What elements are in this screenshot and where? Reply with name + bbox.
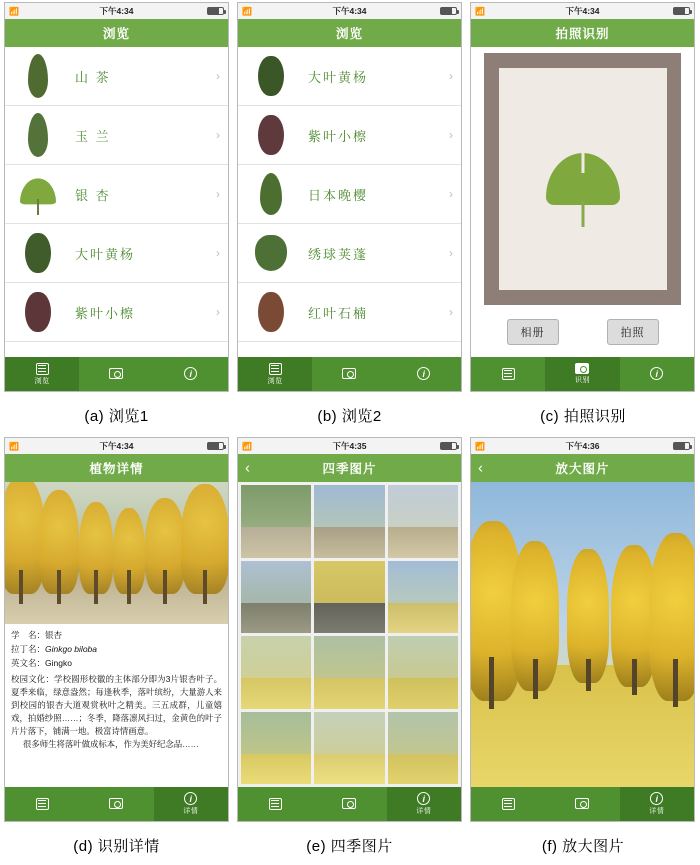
navbar-c xyxy=(471,19,694,47)
tab-recognize[interactable] xyxy=(312,787,386,821)
wifi-icon: 📶 xyxy=(242,441,252,451)
tab-detail[interactable] xyxy=(387,787,461,821)
nav-title-b: 浏览 xyxy=(335,27,363,41)
tab-label: 浏览 xyxy=(267,377,283,385)
status-time-c: 下午4:34 xyxy=(565,6,600,16)
tab-label: 详情 xyxy=(649,808,665,815)
caption-e: (e) 四季图片 xyxy=(306,837,393,855)
phone-frame-d xyxy=(4,437,229,822)
navbar-f xyxy=(471,454,694,482)
field-scientific-name xyxy=(11,629,222,642)
tab-label: 详情 xyxy=(183,808,199,815)
tab-bar-b[interactable] xyxy=(238,357,461,391)
field-label: 英文名： xyxy=(11,657,46,668)
tab-bar-a[interactable] xyxy=(5,357,228,391)
thumb-2[interactable] xyxy=(314,485,384,558)
table-row[interactable] xyxy=(238,224,461,283)
caption-b: (b) 浏览2 xyxy=(317,407,382,425)
list-icon xyxy=(36,363,49,375)
battery-icon xyxy=(673,442,690,450)
info-icon: i xyxy=(417,367,430,380)
phone-frame-c xyxy=(470,2,695,392)
table-row[interactable] xyxy=(5,224,228,283)
list-item-label: 日本晚樱 xyxy=(308,187,369,203)
tab-bar-d[interactable] xyxy=(5,787,228,821)
camera-icon xyxy=(342,798,356,809)
tab-detail[interactable] xyxy=(620,357,694,391)
tab-bar-f[interactable] xyxy=(471,787,694,821)
status-right-f xyxy=(673,442,690,450)
wifi-icon: 📶 xyxy=(9,6,19,16)
tab-label: 浏览 xyxy=(34,377,50,385)
thumb-4[interactable] xyxy=(241,561,311,634)
detail-text xyxy=(5,624,228,751)
status-bar-a xyxy=(5,3,228,19)
camera-icon xyxy=(575,363,589,374)
take-photo-button[interactable]: 拍照 xyxy=(607,319,659,345)
table-row[interactable] xyxy=(5,283,228,342)
status-right-c xyxy=(673,7,690,15)
list-item-label: 紫叶小檫 xyxy=(308,128,369,144)
status-right-b xyxy=(440,7,457,15)
wifi-icon: 📶 xyxy=(475,441,485,451)
battery-icon xyxy=(440,442,457,450)
chevron-right-icon: › xyxy=(449,246,453,260)
thumb-11[interactable] xyxy=(314,712,384,785)
tab-recognize[interactable] xyxy=(79,787,153,821)
tab-recognize[interactable] xyxy=(545,787,619,821)
camera-icon xyxy=(342,368,356,379)
table-row[interactable] xyxy=(238,106,461,165)
phone-frame-a xyxy=(4,2,229,392)
paragraph-last-line: 很多师生将落叶做成标本，作为美好纪念品…… xyxy=(23,739,199,750)
camera-buttons xyxy=(507,319,659,345)
leaf-cherry-icon xyxy=(242,167,300,221)
list-item-label: 大叶黄杨 xyxy=(75,246,136,262)
table-row[interactable] xyxy=(238,47,461,106)
field-latin-name xyxy=(11,643,222,656)
photo-frame xyxy=(484,53,681,305)
status-right-a xyxy=(207,7,224,15)
chevron-right-icon: › xyxy=(216,187,220,201)
panel-zoom xyxy=(466,435,700,825)
table-row[interactable] xyxy=(5,106,228,165)
status-time-a: 下午4:34 xyxy=(99,6,134,16)
plant-list-b[interactable] xyxy=(238,47,461,357)
tab-browse[interactable] xyxy=(471,787,545,821)
thumb-9[interactable] xyxy=(388,636,458,709)
list-icon xyxy=(269,798,282,810)
battery-icon xyxy=(207,442,224,450)
leaf-berberis-icon xyxy=(9,285,67,339)
list-item-label: 红叶石楠 xyxy=(308,305,369,321)
table-row[interactable] xyxy=(238,165,461,224)
chevron-right-icon: › xyxy=(449,305,453,319)
chevron-left-icon[interactable]: ‹ xyxy=(245,459,250,477)
chevron-right-icon: › xyxy=(216,246,220,260)
tab-browse[interactable] xyxy=(5,787,79,821)
chevron-right-icon: › xyxy=(449,187,453,201)
chevron-right-icon: › xyxy=(216,305,220,319)
list-item-label: 大叶黄杨 xyxy=(308,69,369,85)
leaf-viburnum-icon xyxy=(242,226,300,280)
paragraph-body: 学校圆形校徽的主体部分即为3片银杏叶子。夏季来临，绿意盎然；每逢秋季，落叶缤纷，大量游人来到校园的银杏大道观赏秋叶之精美。三五成群，儿童嬉戏，拍婚纱照……；冬季，降落凛风扫过，金黄色的叶子片片落下，铺满一地。极富诗情画意。 xyxy=(11,674,222,737)
table-row[interactable] xyxy=(5,47,228,106)
status-bar-b xyxy=(238,3,461,19)
leaf-magnolia-icon xyxy=(9,108,67,162)
tab-bar-c[interactable] xyxy=(471,357,694,391)
album-button[interactable]: 相册 xyxy=(507,319,559,345)
battery-icon xyxy=(207,7,224,15)
tab-detail[interactable] xyxy=(387,357,461,391)
caption-c: (c) 拍照识别 xyxy=(540,407,626,425)
info-icon: i xyxy=(184,367,197,380)
chevron-right-icon: › xyxy=(216,69,220,83)
panel-recognize xyxy=(466,0,700,395)
status-time-f: 下午4:36 xyxy=(565,441,600,451)
chevron-right-icon: › xyxy=(449,69,453,83)
campus-culture-paragraph xyxy=(11,673,222,751)
nav-title-c: 拍照识别 xyxy=(555,27,610,41)
leaf-euonymus-icon xyxy=(242,49,300,103)
list-item-label: 银 杏 xyxy=(75,187,111,203)
phone-frame-e xyxy=(237,437,462,822)
status-bar-f xyxy=(471,438,694,454)
ginkgo-leaf-photo xyxy=(546,153,620,205)
nav-title-f: 放大图片 xyxy=(555,462,610,476)
status-bar-c xyxy=(471,3,694,19)
leaf-euonymus-icon xyxy=(9,226,67,280)
list-item-label: 紫叶小檫 xyxy=(75,305,136,321)
tab-recognize[interactable] xyxy=(545,357,619,391)
list-icon xyxy=(502,368,515,380)
seasons-gallery[interactable] xyxy=(238,482,461,787)
detail-panel xyxy=(5,482,228,787)
tab-recognize[interactable] xyxy=(79,357,153,391)
thumb-7[interactable] xyxy=(241,636,311,709)
tab-bar-e[interactable] xyxy=(238,787,461,821)
field-value: 银杏 xyxy=(45,630,63,640)
paragraph-title: 校园文化： xyxy=(11,674,54,685)
navbar-e xyxy=(238,454,461,482)
chevron-right-icon: › xyxy=(449,128,453,142)
plant-hero-image xyxy=(5,482,228,624)
panel-detail xyxy=(0,435,233,825)
plant-list-a[interactable] xyxy=(5,47,228,357)
panel-seasons xyxy=(233,435,466,825)
status-right-d xyxy=(207,442,224,450)
tab-recognize[interactable] xyxy=(312,357,386,391)
chevron-right-icon: › xyxy=(216,128,220,142)
tab-detail[interactable] xyxy=(154,357,228,391)
captured-photo xyxy=(499,68,667,290)
tab-label: 详情 xyxy=(416,808,432,815)
nav-title-d: 植物详情 xyxy=(89,462,144,476)
thumb-12[interactable] xyxy=(388,712,458,785)
info-icon: i xyxy=(650,792,663,805)
table-row[interactable] xyxy=(5,165,228,224)
list-item-label: 山 茶 xyxy=(75,69,111,85)
thumb-3[interactable] xyxy=(388,485,458,558)
ginkgo-avenue-autumn-photo[interactable] xyxy=(471,482,694,787)
info-icon: i xyxy=(650,367,663,380)
phone-frame-b xyxy=(237,2,462,392)
navbar-d xyxy=(5,454,228,482)
panel-browse1 xyxy=(0,0,233,395)
list-item-label: 玉 兰 xyxy=(75,128,111,144)
leaf-ginkgo-icon xyxy=(9,167,67,221)
field-value: Gingko xyxy=(45,657,72,668)
tab-detail[interactable] xyxy=(154,787,228,821)
wifi-icon: 📶 xyxy=(242,6,252,16)
thumb-10[interactable] xyxy=(241,712,311,785)
camera-icon xyxy=(109,798,123,809)
list-icon xyxy=(36,798,49,810)
chevron-left-icon[interactable]: ‹ xyxy=(478,459,483,477)
caption-f: (f) 放大图片 xyxy=(541,837,625,855)
status-bar-e xyxy=(238,438,461,454)
thumb-1[interactable] xyxy=(241,485,311,558)
field-label: 拉丁名： xyxy=(11,643,46,654)
status-right-e xyxy=(440,442,457,450)
thumb-5[interactable] xyxy=(314,561,384,634)
status-time-d: 下午4:34 xyxy=(99,441,134,451)
nav-title-a: 浏览 xyxy=(102,27,130,41)
navbar-b xyxy=(238,19,461,47)
phone-frame-f xyxy=(470,437,695,822)
thumb-8[interactable] xyxy=(314,636,384,709)
list-icon xyxy=(502,798,515,810)
leaf-photinia-icon xyxy=(242,285,300,339)
battery-icon xyxy=(440,7,457,15)
status-bar-d xyxy=(5,438,228,454)
nav-title-e: 四季图片 xyxy=(322,462,377,476)
wifi-icon: 📶 xyxy=(475,6,485,16)
table-row[interactable] xyxy=(238,283,461,342)
camera-icon xyxy=(575,798,589,809)
panel-browse2 xyxy=(233,0,466,395)
tab-browse[interactable] xyxy=(5,357,79,391)
battery-icon xyxy=(673,7,690,15)
tab-browse[interactable] xyxy=(238,357,312,391)
caption-a: (a) 浏览1 xyxy=(84,407,149,425)
field-label: 学 名： xyxy=(11,630,46,640)
field-english-name xyxy=(11,657,222,670)
tab-label: 识别 xyxy=(574,377,590,384)
tab-detail[interactable] xyxy=(620,787,694,821)
status-time-e: 下午4:35 xyxy=(332,441,367,451)
caption-d: (d) 识别详情 xyxy=(73,837,160,855)
field-value: Ginkgo biloba xyxy=(45,643,97,654)
camera-panel xyxy=(471,47,694,357)
navbar-a xyxy=(5,19,228,47)
thumb-6[interactable] xyxy=(388,561,458,634)
list-icon xyxy=(269,363,282,375)
status-time-b: 下午4:34 xyxy=(332,6,367,16)
wifi-icon: 📶 xyxy=(9,441,19,451)
info-icon: i xyxy=(184,792,197,805)
tab-browse[interactable] xyxy=(471,357,545,391)
camera-icon xyxy=(109,368,123,379)
list-item-label: 绣球荚蓬 xyxy=(308,246,369,262)
tab-browse[interactable] xyxy=(238,787,312,821)
info-icon: i xyxy=(417,792,430,805)
leaf-camellia-icon xyxy=(9,49,67,103)
leaf-berberis-icon xyxy=(242,108,300,162)
